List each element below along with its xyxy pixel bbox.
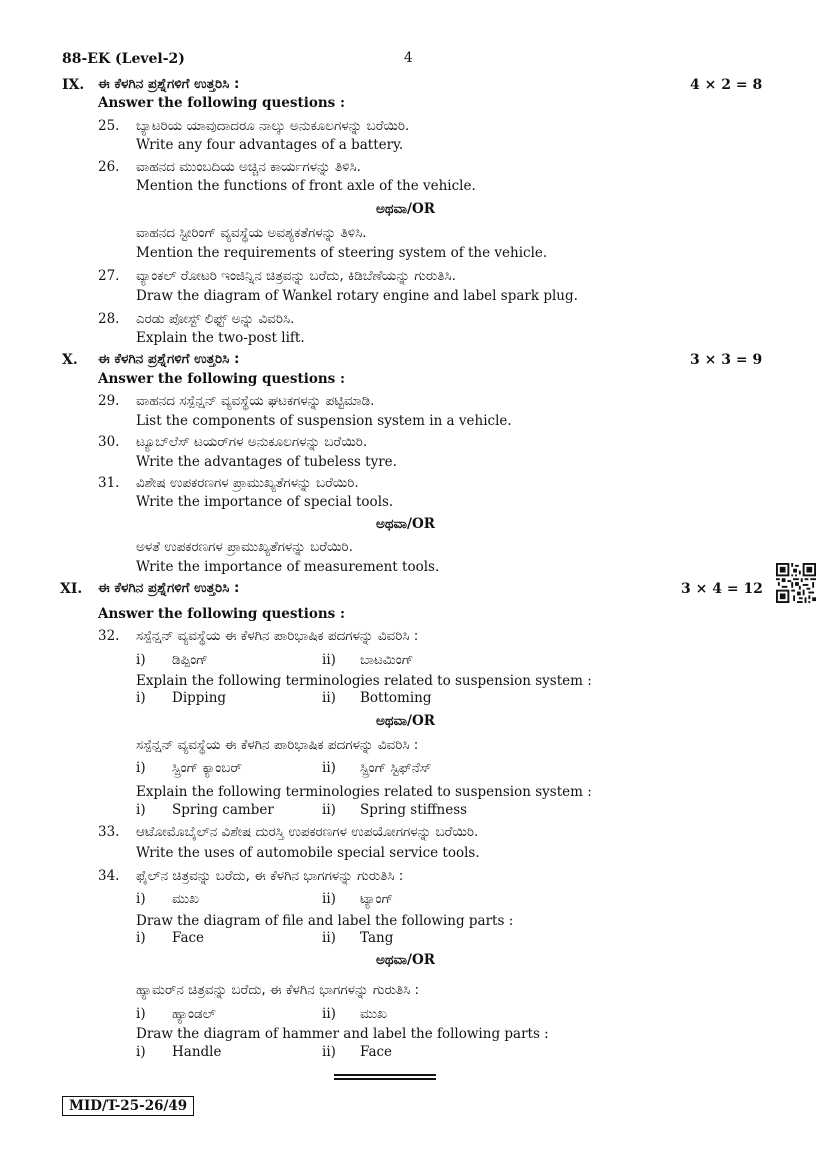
option-text-kn: ಮುಖ — [360, 1006, 387, 1022]
option-text-en: Face — [360, 1044, 393, 1060]
qr-code-icon — [776, 563, 816, 603]
question-number: 33. — [98, 824, 120, 840]
question-text-kn: ವಿಶೇಷ ಉಪಕರಣಗಳ ಪ್ರಾಮುಖ್ಯತೆಗಳನ್ನು ಬರೆಯಿರಿ. — [136, 475, 359, 491]
section-instruction-kn: ಈ ಕೆಳಗಿನ ಪ್ರಶ್ನೆಗಳಿಗೆ ಉತ್ತರಿಸಿ : — [98, 76, 240, 92]
option-text-en: Spring stiffness — [360, 802, 468, 818]
option-label: ii) — [322, 1044, 336, 1060]
paper-code: 88-EK (Level-2) — [62, 51, 185, 67]
option-label: i) — [136, 690, 146, 706]
option-label: ii) — [322, 930, 336, 946]
option-label: ii) — [322, 652, 336, 668]
option-label: i) — [136, 930, 146, 946]
option-text-en: Tang — [360, 930, 394, 946]
section-marks: 4 × 2 = 8 — [690, 77, 763, 93]
question-text-kn: ಬ್ಯಾಟರಿಯ ಯಾವುದಾದರೂ ನಾಲ್ಕು ಅನುಕೂಲಗಳನ್ನು ಬರೆಯಿರಿ. — [136, 118, 410, 134]
section-number: X. — [62, 352, 78, 368]
option-label: i) — [136, 652, 146, 668]
question-text-kn: ಸಸ್ಪೆನ್ಷನ್ ವ್ಯವಸ್ಥೆಯ ಈ ಕೆಳಗಿನ ಪಾರಿಭಾಷಿಕ ಪದಗಳನ್ನು ವಿವರಿಸಿ : — [136, 737, 419, 753]
question-text-en: List the components of suspension system in a vehicle. — [136, 413, 512, 429]
question-number: 29. — [98, 393, 120, 409]
question-number: 32. — [98, 628, 120, 644]
or-divider: ಅಥವಾ/OR — [376, 713, 435, 729]
or-divider: ಅಥವಾ/OR — [376, 516, 435, 532]
section-instruction-en: Answer the following questions : — [98, 95, 345, 111]
option-text-kn: ಹ್ಯಾಂಡಲ್ — [172, 1006, 216, 1022]
question-text-en: Draw the diagram of hammer and label the following parts : — [136, 1026, 549, 1042]
section-marks: 3 × 4 = 12 — [681, 581, 763, 597]
option-label: i) — [136, 760, 146, 776]
question-text-en: Draw the diagram of file and label the following parts : — [136, 913, 514, 929]
option-text-kn: ಬಾಟಮಿಂಗ್ — [360, 652, 414, 668]
question-text-en: Write the uses of automobile special service tools. — [136, 845, 480, 861]
question-text-en: Explain the two-post lift. — [136, 330, 305, 346]
question-number: 28. — [98, 311, 120, 327]
question-text-kn: ಫೈಲ್‌ನ ಚಿತ್ರವನ್ನು ಬರೆದು, ಈ ಕೆಳಗಿನ ಭಾಗಗಳನ್ನು ಗುರುತಿಸಿ : — [136, 868, 404, 884]
end-rule — [334, 1074, 436, 1076]
option-text-kn: ಡಿಪ್ಪಿಂಗ್ — [172, 652, 208, 668]
option-text-en: Spring camber — [172, 802, 274, 818]
question-text-kn: ವಾಹನದ ಮುಂಬದಿಯ ಅಚ್ಚಿನ ಕಾರ್ಯಗಳನ್ನು ತಿಳಿಸಿ. — [136, 159, 361, 175]
question-text-kn: ಸಸ್ಪೆನ್ಷನ್ ವ್ಯವಸ್ಥೆಯ ಈ ಕೆಳಗಿನ ಪಾರಿಭಾಷಿಕ ಪದಗಳನ್ನು ವಿವರಿಸಿ : — [136, 628, 419, 644]
option-label: ii) — [322, 891, 336, 907]
option-text-en: Face — [172, 930, 205, 946]
question-text-kn: ವಾಹನದ ಸ್ಟೀರಿಂಗ್ ವ್ಯವಸ್ಥೆಯ ಅವಶ್ಯಕತೆಗಳನ್ನು ತಿಳಿಸಿ. — [136, 225, 367, 241]
option-label: ii) — [322, 690, 336, 706]
section-number: XI. — [60, 581, 83, 597]
question-text-kn: ಆಟೋಮೊಬೈಲ್‌ನ ವಿಶೇಷ ದುರಸ್ತಿ ಉಪಕರಣಗಳ ಉಪಯೋಗಗಳನ್ನು ಬರೆಯಿರಿ. — [136, 824, 479, 840]
option-label: i) — [136, 891, 146, 907]
option-label: i) — [136, 1044, 146, 1060]
question-number: 26. — [98, 159, 120, 175]
option-label: i) — [136, 802, 146, 818]
option-text-en: Handle — [172, 1044, 222, 1060]
option-label: i) — [136, 1006, 146, 1022]
question-text-kn: ವಾಹನದ ಸಸ್ಪೆನ್ಷನ್ ವ್ಯವಸ್ಥೆಯ ಘಟಕಗಳನ್ನು ಪಟ್ಟಿಮಾಡಿ. — [136, 393, 375, 409]
question-text-kn: ವ್ಯಾಂಕಲ್ ರೋಟರಿ ಇಂಜಿನ್ನಿನ ಚಿತ್ರವನ್ನು ಬರೆದು, ಕಿಡಿಬೆಣೆಯನ್ನು ಗುರುತಿಸಿ. — [136, 268, 456, 284]
option-text-kn: ಟ್ಯಾಂಗ್ — [360, 891, 394, 907]
option-text-kn: ಸ್ಪ್ರಿಂಗ್ ಸ್ಟಿಫ್‌ನೆಸ್ — [360, 760, 432, 776]
section-number: IX. — [62, 77, 85, 93]
section-instruction-kn: ಈ ಕೆಳಗಿನ ಪ್ರಶ್ನೆಗಳಿಗೆ ಉತ್ತರಿಸಿ : — [98, 351, 240, 367]
question-text-kn: ಎರಡು ಪೋಸ್ಟ್ ಲಿಫ್ಟ್ ಅನ್ನು ವಿವರಿಸಿ. — [136, 311, 295, 327]
option-text-kn: ಮುಖ — [172, 891, 199, 907]
question-text-en: Write the importance of special tools. — [136, 494, 394, 510]
option-label: ii) — [322, 1006, 336, 1022]
question-number: 25. — [98, 118, 120, 134]
end-rule — [334, 1078, 436, 1080]
question-number: 34. — [98, 868, 120, 884]
question-number: 30. — [98, 434, 120, 450]
section-marks: 3 × 3 = 9 — [690, 352, 763, 368]
option-text-en: Dipping — [172, 690, 227, 706]
option-label: ii) — [322, 802, 336, 818]
page-number: 4 — [404, 50, 413, 66]
question-text-kn: ಹ್ಯಾಮರ್‌ನ ಚಿತ್ರವನ್ನು ಬರೆದು, ಈ ಕೆಳಗಿನ ಭಾಗಗಳನ್ನು ಗುರುತಿಸಿ : — [136, 982, 420, 998]
question-text-kn: ಅಳತೆ ಉಪಕರಣಗಳ ಪ್ರಾಮುಖ್ಯತೆಗಳನ್ನು ಬರೆಯಿರಿ. — [136, 539, 353, 555]
option-text-kn: ಸ್ಪ್ರಿಂಗ್ ಕ್ಯಾಂಬರ್ — [172, 760, 242, 776]
question-text-en: Explain the following terminologies related to suspension system : — [136, 673, 592, 689]
section-instruction-kn: ಈ ಕೆಳಗಿನ ಪ್ರಶ್ನೆಗಳಿಗೆ ಉತ್ತರಿಸಿ : — [98, 580, 240, 596]
question-number: 27. — [98, 268, 120, 284]
question-text-en: Explain the following terminologies related to suspension system : — [136, 784, 592, 800]
option-label: ii) — [322, 760, 336, 776]
question-text-en: Draw the diagram of Wankel rotary engine and label spark plug. — [136, 288, 578, 304]
footer-code: MID/T-25-26/49 — [62, 1096, 194, 1116]
section-instruction-en: Answer the following questions : — [98, 606, 345, 622]
question-text-en: Mention the functions of front axle of the vehicle. — [136, 178, 476, 194]
question-text-en: Mention the requirements of steering system of the vehicle. — [136, 245, 548, 261]
question-text-en: Write any four advantages of a battery. — [136, 137, 404, 153]
option-text-en: Bottoming — [360, 690, 432, 706]
question-text-en: Write the importance of measurement tools. — [136, 559, 440, 575]
question-text-en: Write the advantages of tubeless tyre. — [136, 454, 397, 470]
section-instruction-en: Answer the following questions : — [98, 371, 345, 387]
question-text-kn: ಟ್ಯೂಬ್‌ಲೆಸ್ ಟಯರ್‌ಗಳ ಅನುಕೂಲಗಳನ್ನು ಬರೆಯಿರಿ. — [136, 434, 368, 450]
question-number: 31. — [98, 475, 120, 491]
or-divider: ಅಥವಾ/OR — [376, 201, 435, 217]
or-divider: ಅಥವಾ/OR — [376, 952, 435, 968]
